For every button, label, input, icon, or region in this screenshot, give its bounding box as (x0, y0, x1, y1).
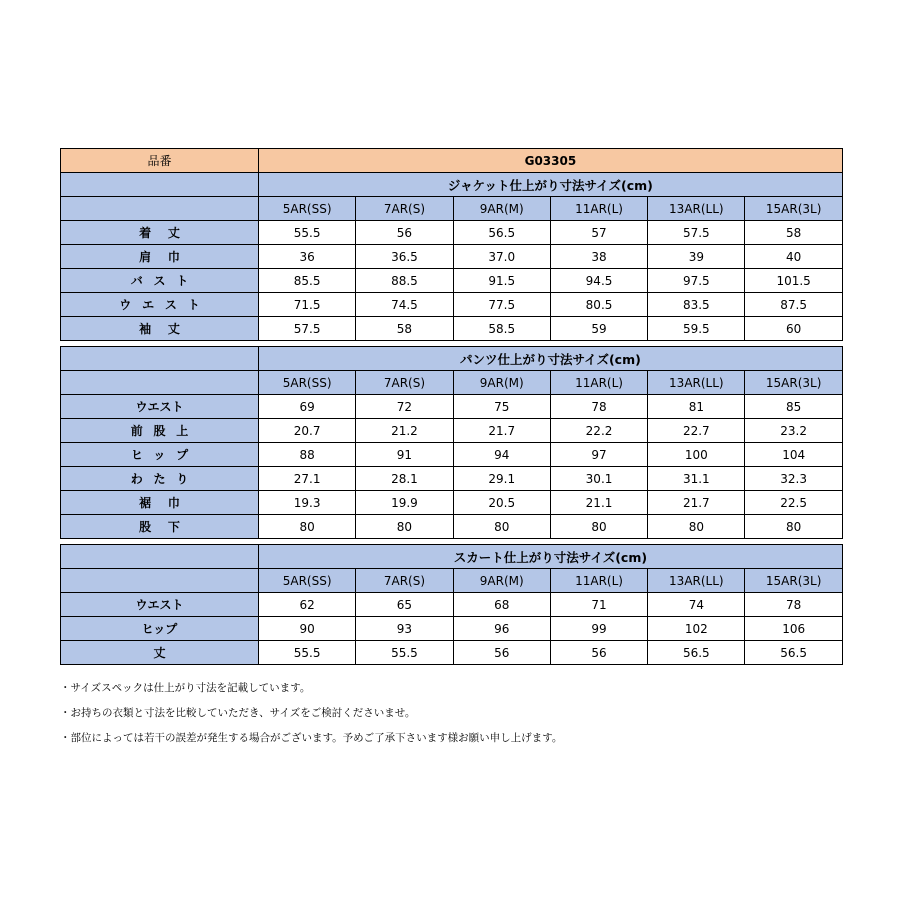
jacket-title-spacer (61, 173, 259, 197)
row-label: 丈 (61, 641, 259, 665)
value-cell: 97 (550, 443, 647, 467)
size-header: 11AR(L) (550, 569, 647, 593)
value-cell: 65 (356, 593, 453, 617)
value-cell: 58.5 (453, 317, 550, 341)
note-3: ・部位によっては若干の誤差が発生する場合がございます。予めご了承下さいます様お願い申し上げます。 (60, 732, 563, 744)
value-cell: 55.5 (259, 221, 356, 245)
value-cell: 85.5 (259, 269, 356, 293)
note-1: ・サイズスペックは仕上がり寸法を記載しています。 (60, 682, 311, 694)
value-cell: 22.5 (745, 491, 842, 515)
value-cell: 83.5 (648, 293, 745, 317)
product-number-value: G03305 (259, 149, 843, 173)
value-cell: 57 (550, 221, 647, 245)
value-cell: 74 (648, 593, 745, 617)
pants-title-spacer (61, 347, 259, 371)
value-cell: 97.5 (648, 269, 745, 293)
skirt-row (61, 641, 843, 665)
note-2: ・お持ちの衣類と寸法を比較していただき、サイズをご検討くださいませ。 (60, 707, 416, 719)
value-cell: 59.5 (648, 317, 745, 341)
value-cell: 57.5 (259, 317, 356, 341)
value-cell: 94.5 (550, 269, 647, 293)
value-cell: 102 (648, 617, 745, 641)
size-header: 13AR(LL) (648, 371, 745, 395)
size-header: 9AR(M) (453, 569, 550, 593)
jacket-row (61, 317, 843, 341)
value-cell: 94 (453, 443, 550, 467)
value-cell: 19.3 (259, 491, 356, 515)
row-label: 肩巾 (61, 245, 259, 269)
value-cell: 80 (745, 515, 842, 539)
skirt-title: スカート仕上がり寸法サイズ(cm) (259, 545, 843, 569)
row-label: ヒップ (61, 443, 259, 467)
value-cell: 19.9 (356, 491, 453, 515)
value-cell: 80 (453, 515, 550, 539)
value-cell: 32.3 (745, 467, 842, 491)
value-cell: 55.5 (356, 641, 453, 665)
value-cell: 56.5 (648, 641, 745, 665)
row-label: 股下 (61, 515, 259, 539)
value-cell: 74.5 (356, 293, 453, 317)
jacket-size-row (61, 197, 843, 221)
value-cell: 27.1 (259, 467, 356, 491)
value-cell: 81 (648, 395, 745, 419)
value-cell: 71 (550, 593, 647, 617)
size-header: 11AR(L) (550, 371, 647, 395)
value-cell: 56 (550, 641, 647, 665)
value-cell: 69 (259, 395, 356, 419)
pants-row (61, 467, 843, 491)
value-cell: 21.1 (550, 491, 647, 515)
value-cell: 60 (745, 317, 842, 341)
value-cell: 21.7 (453, 419, 550, 443)
value-cell: 38 (550, 245, 647, 269)
value-cell: 68 (453, 593, 550, 617)
notes (60, 682, 562, 757)
size-header: 7AR(S) (356, 371, 453, 395)
value-cell: 100 (648, 443, 745, 467)
value-cell: 78 (550, 395, 647, 419)
row-label: わたり (61, 467, 259, 491)
value-cell: 80 (648, 515, 745, 539)
value-cell: 90 (259, 617, 356, 641)
size-header: 13AR(LL) (648, 569, 745, 593)
value-cell: 29.1 (453, 467, 550, 491)
value-cell: 91 (356, 443, 453, 467)
product-number-label: 品番 (61, 149, 259, 173)
size-header: 15AR(3L) (745, 569, 842, 593)
pants-title-row (61, 347, 843, 371)
pants-size-spacer (61, 371, 259, 395)
value-cell: 59 (550, 317, 647, 341)
size-header: 13AR(LL) (648, 197, 745, 221)
value-cell: 36.5 (356, 245, 453, 269)
value-cell: 80 (550, 515, 647, 539)
row-label: 袖丈 (61, 317, 259, 341)
value-cell: 56 (356, 221, 453, 245)
value-cell: 36 (259, 245, 356, 269)
size-header: 15AR(3L) (745, 371, 842, 395)
skirt-title-spacer (61, 545, 259, 569)
value-cell: 80.5 (550, 293, 647, 317)
size-header: 5AR(SS) (259, 569, 356, 593)
value-cell: 21.7 (648, 491, 745, 515)
value-cell: 85 (745, 395, 842, 419)
value-cell: 31.1 (648, 467, 745, 491)
value-cell: 58 (356, 317, 453, 341)
pants-title: パンツ仕上がり寸法サイズ(cm) (259, 347, 843, 371)
pants-row (61, 491, 843, 515)
size-header: 7AR(S) (356, 569, 453, 593)
size-header: 5AR(SS) (259, 197, 356, 221)
size-header: 5AR(SS) (259, 371, 356, 395)
jacket-row (61, 221, 843, 245)
row-label: ウエスト (61, 293, 259, 317)
value-cell: 75 (453, 395, 550, 419)
pants-row (61, 515, 843, 539)
size-chart (60, 148, 842, 665)
value-cell: 62 (259, 593, 356, 617)
value-cell: 78 (745, 593, 842, 617)
jacket-row (61, 293, 843, 317)
value-cell: 72 (356, 395, 453, 419)
skirt-size-row (61, 569, 843, 593)
value-cell: 28.1 (356, 467, 453, 491)
value-cell: 57.5 (648, 221, 745, 245)
row-label: ウエスト (61, 395, 259, 419)
value-cell: 56.5 (745, 641, 842, 665)
pants-row (61, 395, 843, 419)
value-cell: 20.5 (453, 491, 550, 515)
value-cell: 58 (745, 221, 842, 245)
row-label: 着丈 (61, 221, 259, 245)
value-cell: 104 (745, 443, 842, 467)
value-cell: 22.7 (648, 419, 745, 443)
row-label: 裾巾 (61, 491, 259, 515)
value-cell: 55.5 (259, 641, 356, 665)
value-cell: 80 (259, 515, 356, 539)
size-header: 9AR(M) (453, 371, 550, 395)
row-label: ウエスト (61, 593, 259, 617)
value-cell: 40 (745, 245, 842, 269)
pants-size-row (61, 371, 843, 395)
value-cell: 37.0 (453, 245, 550, 269)
value-cell: 101.5 (745, 269, 842, 293)
value-cell: 99 (550, 617, 647, 641)
value-cell: 88 (259, 443, 356, 467)
jacket-size-spacer (61, 197, 259, 221)
value-cell: 71.5 (259, 293, 356, 317)
row-label: 前股上 (61, 419, 259, 443)
value-cell: 21.2 (356, 419, 453, 443)
value-cell: 56.5 (453, 221, 550, 245)
size-table (60, 148, 843, 665)
value-cell: 23.2 (745, 419, 842, 443)
row-label: バスト (61, 269, 259, 293)
skirt-row (61, 593, 843, 617)
value-cell: 20.7 (259, 419, 356, 443)
size-header: 11AR(L) (550, 197, 647, 221)
value-cell: 93 (356, 617, 453, 641)
value-cell: 77.5 (453, 293, 550, 317)
value-cell: 22.2 (550, 419, 647, 443)
value-cell: 106 (745, 617, 842, 641)
pants-row (61, 419, 843, 443)
value-cell: 80 (356, 515, 453, 539)
jacket-title-row (61, 173, 843, 197)
row-label: ヒップ (61, 617, 259, 641)
value-cell: 56 (453, 641, 550, 665)
size-header: 15AR(3L) (745, 197, 842, 221)
skirt-size-spacer (61, 569, 259, 593)
pants-row (61, 443, 843, 467)
value-cell: 96 (453, 617, 550, 641)
value-cell: 91.5 (453, 269, 550, 293)
skirt-row (61, 617, 843, 641)
jacket-row (61, 245, 843, 269)
size-header: 7AR(S) (356, 197, 453, 221)
size-header: 9AR(M) (453, 197, 550, 221)
product-number-row (61, 149, 843, 173)
value-cell: 87.5 (745, 293, 842, 317)
jacket-title: ジャケット仕上がり寸法サイズ(cm) (259, 173, 843, 197)
jacket-row (61, 269, 843, 293)
skirt-title-row (61, 545, 843, 569)
value-cell: 30.1 (550, 467, 647, 491)
value-cell: 39 (648, 245, 745, 269)
value-cell: 88.5 (356, 269, 453, 293)
